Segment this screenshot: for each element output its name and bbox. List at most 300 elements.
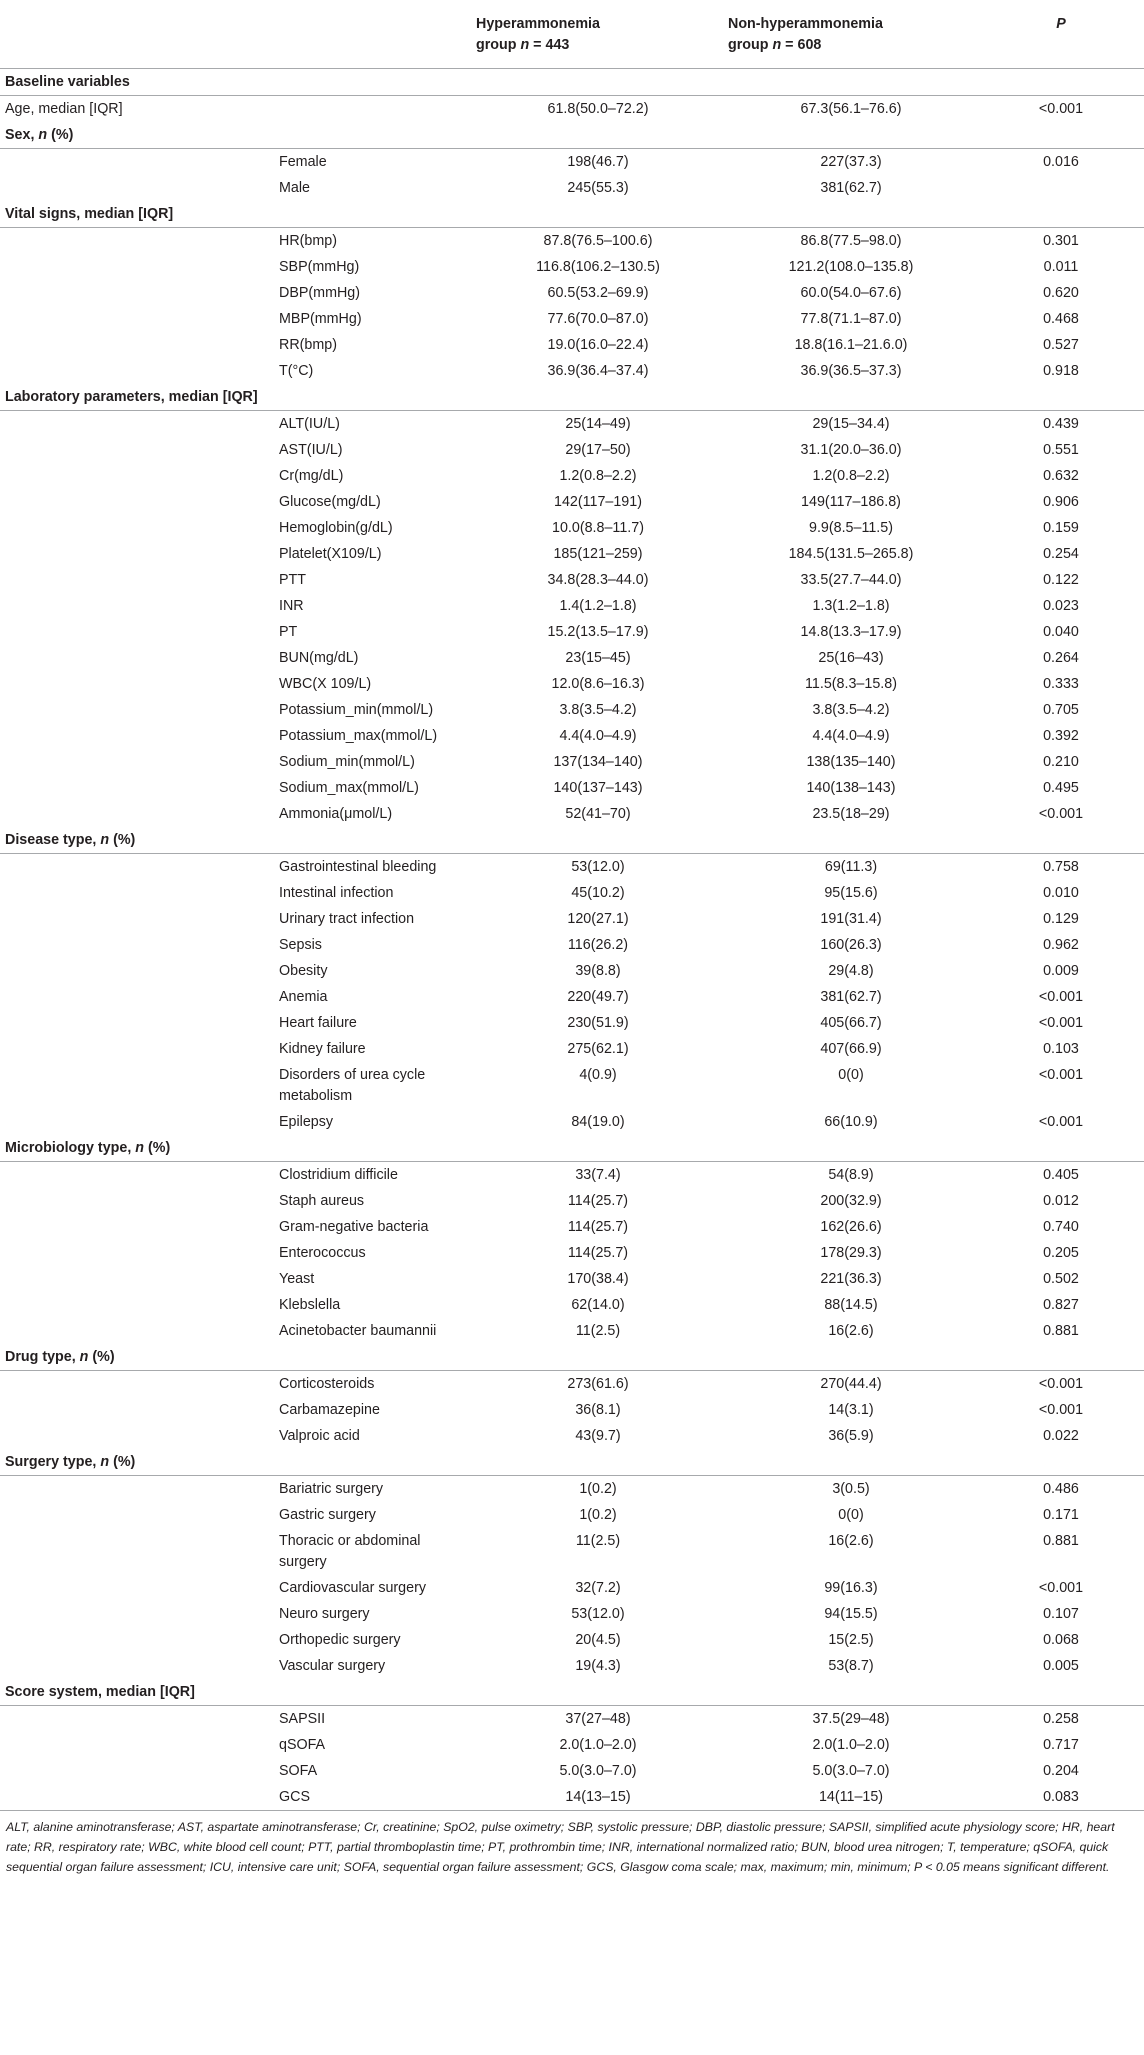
table-row bbox=[0, 228, 1144, 255]
hyper-value: 275(62.1) bbox=[567, 1040, 629, 1057]
empty-cell bbox=[472, 384, 724, 411]
empty-cell bbox=[274, 384, 472, 411]
nonhyper-value: 66(10.9) bbox=[824, 1113, 878, 1130]
table-row bbox=[0, 932, 1144, 958]
nonhyper-value: 200(32.9) bbox=[820, 1192, 882, 1209]
subvariable-label: Klebslella bbox=[279, 1296, 341, 1313]
hyper-value: 12.0(8.6–16.3) bbox=[551, 675, 645, 692]
empty-cell bbox=[978, 201, 1144, 228]
subvariable-label: Bariatric surgery bbox=[279, 1480, 384, 1497]
nonhyper-value: 94(15.5) bbox=[824, 1605, 878, 1622]
subvariable-label: Yeast bbox=[279, 1270, 315, 1287]
subvariable-label: MBP(mmHg) bbox=[279, 310, 362, 327]
empty-cell bbox=[724, 827, 978, 854]
p-value: <0.001 bbox=[1038, 805, 1084, 822]
hyper-value: 61.8(50.0–72.2) bbox=[547, 100, 649, 117]
p-value: 0.881 bbox=[1043, 1532, 1079, 1549]
p-value: 0.068 bbox=[1043, 1631, 1079, 1648]
nonhyper-value: 162(26.6) bbox=[820, 1218, 882, 1235]
nonhyper-value: 3(0.5) bbox=[832, 1480, 870, 1497]
header-hyperammonemia bbox=[472, 4, 724, 69]
empty-cell bbox=[0, 463, 274, 489]
empty-cell bbox=[978, 1679, 1144, 1706]
subvariable-label: Corticosteroids bbox=[279, 1375, 375, 1392]
empty-cell bbox=[0, 854, 274, 881]
empty-cell bbox=[0, 1214, 274, 1240]
table-row bbox=[0, 1476, 1144, 1503]
hyper-value: 114(25.7) bbox=[567, 1218, 629, 1235]
nonhyper-value: 160(26.3) bbox=[820, 936, 882, 953]
p-value: <0.001 bbox=[1038, 1401, 1084, 1418]
nonhyper-value: 29(4.8) bbox=[828, 962, 874, 979]
nonhyper-value: 405(66.7) bbox=[820, 1014, 882, 1031]
p-value: <0.001 bbox=[1038, 1014, 1084, 1031]
table-row bbox=[0, 1653, 1144, 1679]
subvariable-label: Hemoglobin(g/dL) bbox=[279, 519, 393, 536]
table-row bbox=[0, 1162, 1144, 1189]
hyper-value: 10.0(8.8–11.7) bbox=[552, 519, 644, 536]
empty-cell bbox=[0, 306, 274, 332]
table-row bbox=[0, 1371, 1144, 1398]
empty-cell bbox=[0, 801, 274, 827]
table-row bbox=[0, 723, 1144, 749]
p-value: 0.023 bbox=[1043, 597, 1079, 614]
subvariable-label: Female bbox=[279, 153, 327, 170]
hyper-value: 19(4.3) bbox=[575, 1657, 621, 1674]
empty-cell bbox=[0, 515, 274, 541]
nonhyper-value: 16(2.6) bbox=[828, 1532, 874, 1549]
empty-cell bbox=[472, 201, 724, 228]
header-subvariable-cell bbox=[274, 4, 472, 69]
subvariable-label: Enterococcus bbox=[279, 1244, 366, 1261]
p-value: 0.205 bbox=[1043, 1244, 1079, 1261]
empty-cell bbox=[0, 1502, 274, 1528]
table-row bbox=[0, 567, 1144, 593]
p-value: 0.005 bbox=[1043, 1657, 1079, 1674]
nonhyper-value: 60.0(54.0–67.6) bbox=[800, 284, 902, 301]
nonhyper-value: 138(135–140) bbox=[806, 753, 896, 770]
empty-cell bbox=[472, 827, 724, 854]
category-row bbox=[0, 201, 1144, 228]
nonhyper-value: 1.3(1.2–1.8) bbox=[812, 597, 890, 614]
empty-cell bbox=[0, 593, 274, 619]
empty-cell bbox=[0, 1397, 274, 1423]
table-row bbox=[0, 411, 1144, 438]
p-value: 0.129 bbox=[1043, 910, 1079, 927]
empty-cell bbox=[0, 671, 274, 697]
nonhyper-value: 140(138–143) bbox=[806, 779, 896, 796]
header-non-hyperammonemia-count: = 608 bbox=[781, 37, 822, 53]
empty-cell bbox=[0, 984, 274, 1010]
nonhyper-value: 0(0) bbox=[838, 1066, 864, 1083]
category-row bbox=[0, 1135, 1144, 1162]
empty-cell bbox=[0, 1109, 274, 1135]
subvariable-label: Thoracic or abdominal surgery bbox=[279, 1532, 421, 1570]
hyper-value: 230(51.9) bbox=[567, 1014, 629, 1031]
category-row bbox=[0, 122, 1144, 149]
hyper-value: 53(12.0) bbox=[571, 1605, 625, 1622]
nonhyper-value: 407(66.9) bbox=[820, 1040, 882, 1057]
table-row bbox=[0, 749, 1144, 775]
nonhyper-value: 4.4(4.0–4.9) bbox=[812, 727, 890, 744]
nonhyper-value: 5.0(3.0–7.0) bbox=[812, 1762, 890, 1779]
subvariable-label: Sodium_max(mmol/L) bbox=[279, 779, 419, 796]
hyper-value: 137(134–140) bbox=[553, 753, 643, 770]
subvariable-label: Intestinal infection bbox=[279, 884, 394, 901]
subvariable-label: qSOFA bbox=[279, 1736, 326, 1753]
empty-cell bbox=[724, 384, 978, 411]
table-row bbox=[0, 1036, 1144, 1062]
p-value: 0.122 bbox=[1043, 571, 1079, 588]
subvariable-label: INR bbox=[279, 597, 304, 614]
empty-cell bbox=[0, 1653, 274, 1679]
nonhyper-value: 14(11–15) bbox=[724, 1784, 978, 1811]
hyper-value: 34.8(28.3–44.0) bbox=[547, 571, 649, 588]
table-row bbox=[0, 515, 1144, 541]
hyper-value: 14(13–15) bbox=[472, 1784, 724, 1811]
subvariable-label: Acinetobacter baumannii bbox=[279, 1322, 437, 1339]
header-non-hyperammonemia bbox=[724, 4, 978, 69]
p-value: 0.107 bbox=[1043, 1605, 1079, 1622]
empty-cell bbox=[0, 1784, 274, 1811]
table-header bbox=[0, 4, 1144, 69]
empty-cell bbox=[0, 1036, 274, 1062]
hyper-value: 3.8(3.5–4.2) bbox=[559, 701, 637, 718]
empty-cell bbox=[0, 697, 274, 723]
nonhyper-value: 33.5(27.7–44.0) bbox=[800, 571, 902, 588]
empty-cell bbox=[0, 175, 274, 201]
hyper-value: 52(41–70) bbox=[565, 805, 631, 822]
subvariable-label: Kidney failure bbox=[279, 1040, 366, 1057]
empty-cell bbox=[724, 1344, 978, 1371]
empty-cell bbox=[0, 358, 274, 384]
empty-cell bbox=[0, 1528, 274, 1575]
empty-cell bbox=[0, 149, 274, 176]
subvariable-label: AST(IU/L) bbox=[279, 441, 343, 458]
p-value: 0.009 bbox=[1043, 962, 1079, 979]
nonhyper-value: 16(2.6) bbox=[828, 1322, 874, 1339]
hyper-value: 11(2.5) bbox=[575, 1532, 621, 1549]
subvariable-label: Sepsis bbox=[279, 936, 322, 953]
empty-cell bbox=[0, 1240, 274, 1266]
category-label: Baseline variables bbox=[0, 69, 274, 96]
nonhyper-value: 31.1(20.0–36.0) bbox=[800, 441, 902, 458]
table-row bbox=[0, 906, 1144, 932]
subvariable-label: Obesity bbox=[279, 962, 328, 979]
subvariable-label: WBC(X 109/L) bbox=[279, 675, 372, 692]
empty-cell bbox=[0, 1706, 274, 1733]
p-value: 0.254 bbox=[1043, 545, 1079, 562]
table-row bbox=[0, 1214, 1144, 1240]
empty-cell bbox=[0, 280, 274, 306]
empty-cell bbox=[724, 1449, 978, 1476]
subvariable-label: Platelet(X109/L) bbox=[279, 545, 382, 562]
hyper-value: 29(17–50) bbox=[565, 441, 631, 458]
table-row bbox=[0, 1240, 1144, 1266]
subvariable-label: PTT bbox=[279, 571, 307, 588]
table-row bbox=[0, 1528, 1144, 1575]
hyper-value: 1.4(1.2–1.8) bbox=[559, 597, 637, 614]
subvariable-label: Sodium_min(mmol/L) bbox=[279, 753, 415, 770]
p-value: 0.011 bbox=[1043, 258, 1079, 275]
nonhyper-value: 270(44.4) bbox=[820, 1375, 882, 1392]
table-row bbox=[0, 254, 1144, 280]
hyper-value: 114(25.7) bbox=[567, 1244, 629, 1261]
p-value: 0.405 bbox=[1043, 1166, 1079, 1183]
hyper-value: 114(25.7) bbox=[567, 1192, 629, 1209]
p-value: 0.468 bbox=[1043, 310, 1079, 327]
subvariable-label: Clostridium difficile bbox=[279, 1166, 398, 1183]
empty-cell bbox=[274, 1344, 472, 1371]
table-row bbox=[0, 1601, 1144, 1627]
empty-cell bbox=[978, 1449, 1144, 1476]
hyper-value: 19.0(16.0–22.4) bbox=[547, 336, 649, 353]
table-row bbox=[0, 854, 1144, 881]
empty-cell bbox=[0, 1423, 274, 1449]
hyper-value: 116(26.2) bbox=[567, 936, 629, 953]
empty-cell bbox=[0, 958, 274, 984]
subvariable-label: GCS bbox=[274, 1784, 472, 1811]
subvariable-label: ALT(IU/L) bbox=[279, 415, 340, 432]
category-label: Surgery type, n (%) bbox=[0, 1449, 274, 1476]
subvariable-label: Epilepsy bbox=[279, 1113, 334, 1130]
table-row bbox=[0, 1784, 1144, 1811]
hyper-value: 1(0.2) bbox=[579, 1480, 617, 1497]
table-row bbox=[0, 697, 1144, 723]
hyper-value: 120(27.1) bbox=[567, 910, 629, 927]
hyper-value: 4.4(4.0–4.9) bbox=[559, 727, 637, 744]
nonhyper-value: 149(117–186.8) bbox=[801, 493, 901, 510]
p-value: 0.918 bbox=[1043, 362, 1079, 379]
empty-cell bbox=[472, 1449, 724, 1476]
hyper-value: 140(137–143) bbox=[553, 779, 643, 796]
subvariable-label: Disorders of urea cycle metabolism bbox=[279, 1066, 426, 1104]
hyper-value: 43(9.7) bbox=[575, 1427, 621, 1444]
table-row bbox=[0, 306, 1144, 332]
p-value: <0.001 bbox=[1038, 1113, 1084, 1130]
hyper-value: 25(14–49) bbox=[565, 415, 631, 432]
nonhyper-value: 86.8(77.5–98.0) bbox=[800, 232, 902, 249]
hyper-value: 36(8.1) bbox=[575, 1401, 621, 1418]
p-value: <0.001 bbox=[1038, 1579, 1084, 1596]
p-value: 0.486 bbox=[1043, 1480, 1079, 1497]
empty-cell bbox=[274, 201, 472, 228]
table-row bbox=[0, 645, 1144, 671]
empty-cell bbox=[0, 619, 274, 645]
header-row bbox=[0, 4, 1144, 69]
empty-cell bbox=[978, 827, 1144, 854]
header-hyperammonemia-line1: Hyperammonemia bbox=[476, 16, 600, 32]
nonhyper-value: 88(14.5) bbox=[824, 1296, 878, 1313]
subvariable-label: SOFA bbox=[279, 1762, 318, 1779]
hyper-value: 273(61.6) bbox=[567, 1375, 629, 1392]
empty-cell bbox=[978, 1344, 1144, 1371]
category-row bbox=[0, 69, 1144, 96]
table-row bbox=[0, 1318, 1144, 1344]
subvariable-label: Urinary tract infection bbox=[279, 910, 415, 927]
empty-cell bbox=[472, 1679, 724, 1706]
p-value: 0.333 bbox=[1043, 675, 1079, 692]
category-row bbox=[0, 1344, 1144, 1371]
nonhyper-value: 69(11.3) bbox=[824, 858, 878, 875]
nonhyper-value: 184.5(131.5–265.8) bbox=[788, 545, 914, 562]
table-row bbox=[0, 437, 1144, 463]
hyper-value: 245(55.3) bbox=[567, 179, 629, 196]
nonhyper-value: 3.8(3.5–4.2) bbox=[812, 701, 890, 718]
variable-label: Age, median [IQR] bbox=[5, 100, 123, 117]
table-row bbox=[0, 775, 1144, 801]
empty-cell bbox=[274, 1449, 472, 1476]
header-p-value: P bbox=[978, 4, 1144, 69]
p-value: 0.495 bbox=[1043, 779, 1079, 796]
p-value: 0.962 bbox=[1043, 936, 1079, 953]
p-value: 0.264 bbox=[1043, 649, 1079, 666]
table-row bbox=[0, 1575, 1144, 1601]
empty-cell bbox=[0, 1371, 274, 1398]
category-label: Laboratory parameters, median [IQR] bbox=[0, 384, 274, 411]
empty-cell bbox=[0, 1292, 274, 1318]
empty-cell bbox=[0, 1318, 274, 1344]
category-row bbox=[0, 827, 1144, 854]
hyper-value: 77.6(70.0–87.0) bbox=[547, 310, 649, 327]
empty-cell bbox=[0, 906, 274, 932]
empty-cell bbox=[0, 411, 274, 438]
hyper-value: 11(2.5) bbox=[575, 1322, 621, 1339]
header-hyperammonemia-line2 bbox=[476, 37, 569, 53]
p-value: <0.001 bbox=[1038, 988, 1084, 1005]
table-row bbox=[0, 541, 1144, 567]
table-row bbox=[0, 1758, 1144, 1784]
category-label: Vital signs, median [IQR] bbox=[0, 201, 274, 228]
empty-cell bbox=[472, 1135, 724, 1162]
p-value: 0.301 bbox=[1043, 232, 1079, 249]
subvariable-label: DBP(mmHg) bbox=[279, 284, 361, 301]
empty-cell bbox=[0, 489, 274, 515]
empty-cell bbox=[0, 1062, 274, 1109]
empty-cell bbox=[724, 69, 978, 96]
empty-cell bbox=[0, 723, 274, 749]
table-row bbox=[0, 175, 1144, 201]
p-value: 0.439 bbox=[1043, 415, 1079, 432]
p-value: 0.705 bbox=[1043, 701, 1079, 718]
empty-cell bbox=[274, 827, 472, 854]
empty-cell bbox=[0, 1575, 274, 1601]
p-value: 0.502 bbox=[1043, 1270, 1079, 1287]
empty-cell bbox=[0, 645, 274, 671]
empty-cell bbox=[0, 254, 274, 280]
table-row bbox=[0, 1010, 1144, 1036]
nonhyper-value: 178(29.3) bbox=[820, 1244, 882, 1261]
table-row bbox=[0, 984, 1144, 1010]
nonhyper-value: 29(15–34.4) bbox=[812, 415, 890, 432]
p-value: <0.001 bbox=[1038, 100, 1084, 117]
hyper-value: 4(0.9) bbox=[579, 1066, 617, 1083]
empty-cell bbox=[978, 122, 1144, 149]
p-value: 0.083 bbox=[978, 1784, 1144, 1811]
nonhyper-value: 221(36.3) bbox=[820, 1270, 882, 1287]
hyper-value: 62(14.0) bbox=[571, 1296, 625, 1313]
empty-cell bbox=[0, 1266, 274, 1292]
category-label: Drug type, n (%) bbox=[0, 1344, 274, 1371]
hyper-value: 1(0.2) bbox=[579, 1506, 617, 1523]
empty-cell bbox=[0, 1732, 274, 1758]
empty-cell bbox=[472, 69, 724, 96]
nonhyper-value: 54(8.9) bbox=[828, 1166, 874, 1183]
nonhyper-value: 121.2(108.0–135.8) bbox=[788, 258, 914, 275]
subvariable-label: Anemia bbox=[279, 988, 328, 1005]
table-row bbox=[0, 1423, 1144, 1449]
table-row bbox=[0, 1397, 1144, 1423]
empty-cell bbox=[0, 932, 274, 958]
subvariable-label: Neuro surgery bbox=[279, 1605, 370, 1622]
empty-cell bbox=[274, 1679, 472, 1706]
subvariable-label: SBP(mmHg) bbox=[279, 258, 360, 275]
empty-cell bbox=[0, 1476, 274, 1503]
subvariable-label: SAPSII bbox=[279, 1710, 326, 1727]
table-row bbox=[0, 880, 1144, 906]
category-row bbox=[0, 1449, 1144, 1476]
subvariable-label: Carbamazepine bbox=[279, 1401, 380, 1418]
hyper-value: 45(10.2) bbox=[571, 884, 625, 901]
subvariable-label: PT bbox=[279, 623, 298, 640]
nonhyper-value: 67.3(56.1–76.6) bbox=[800, 100, 902, 117]
empty-cell bbox=[724, 1679, 978, 1706]
p-value: <0.001 bbox=[1038, 1066, 1084, 1083]
table-row bbox=[0, 671, 1144, 697]
empty-cell bbox=[724, 1135, 978, 1162]
nonhyper-value: 37.5(29–48) bbox=[812, 1710, 890, 1727]
subvariable-label: Gastrointestinal bleeding bbox=[279, 858, 437, 875]
nonhyper-value: 11.5(8.3–15.8) bbox=[805, 675, 897, 692]
hyper-value: 87.8(76.5–100.6) bbox=[543, 232, 653, 249]
empty-cell bbox=[978, 69, 1144, 96]
subvariable-label: Gastric surgery bbox=[279, 1506, 376, 1523]
nonhyper-value: 381(62.7) bbox=[820, 179, 882, 196]
empty-cell bbox=[0, 567, 274, 593]
nonhyper-value: 36(5.9) bbox=[828, 1427, 874, 1444]
subvariable-label: Orthopedic surgery bbox=[279, 1631, 401, 1648]
header-non-hyperammonemia-line2 bbox=[728, 37, 821, 53]
p-value: 0.906 bbox=[1043, 493, 1079, 510]
nonhyper-value: 227(37.3) bbox=[820, 153, 882, 170]
p-value: 0.010 bbox=[1043, 884, 1079, 901]
category-row bbox=[0, 1679, 1144, 1706]
p-value: 0.758 bbox=[1043, 858, 1079, 875]
p-value: 0.012 bbox=[1043, 1192, 1079, 1209]
p-value: 0.620 bbox=[1043, 284, 1079, 301]
table-row bbox=[0, 593, 1144, 619]
table-body bbox=[0, 69, 1144, 1811]
nonhyper-value: 14.8(13.3–17.9) bbox=[800, 623, 902, 640]
header-variable-cell bbox=[0, 4, 274, 69]
p-value: 0.551 bbox=[1043, 441, 1079, 458]
nonhyper-value: 23.5(18–29) bbox=[812, 805, 890, 822]
hyper-value: 142(117–191) bbox=[554, 493, 642, 510]
empty-cell bbox=[274, 1135, 472, 1162]
empty-cell bbox=[978, 384, 1144, 411]
empty-cell bbox=[0, 332, 274, 358]
nonhyper-value: 191(31.4) bbox=[820, 910, 882, 927]
table-row bbox=[0, 1188, 1144, 1214]
p-value bbox=[978, 175, 1144, 201]
subvariable-label: Glucose(mg/dL) bbox=[279, 493, 381, 510]
table-row bbox=[0, 1292, 1144, 1318]
hyper-value: 32(7.2) bbox=[575, 1579, 621, 1596]
nonhyper-value: 53(8.7) bbox=[828, 1657, 874, 1674]
hyper-value: 220(49.7) bbox=[567, 988, 629, 1005]
p-value: 0.527 bbox=[1043, 336, 1079, 353]
subvariable-label: Male bbox=[279, 179, 310, 196]
